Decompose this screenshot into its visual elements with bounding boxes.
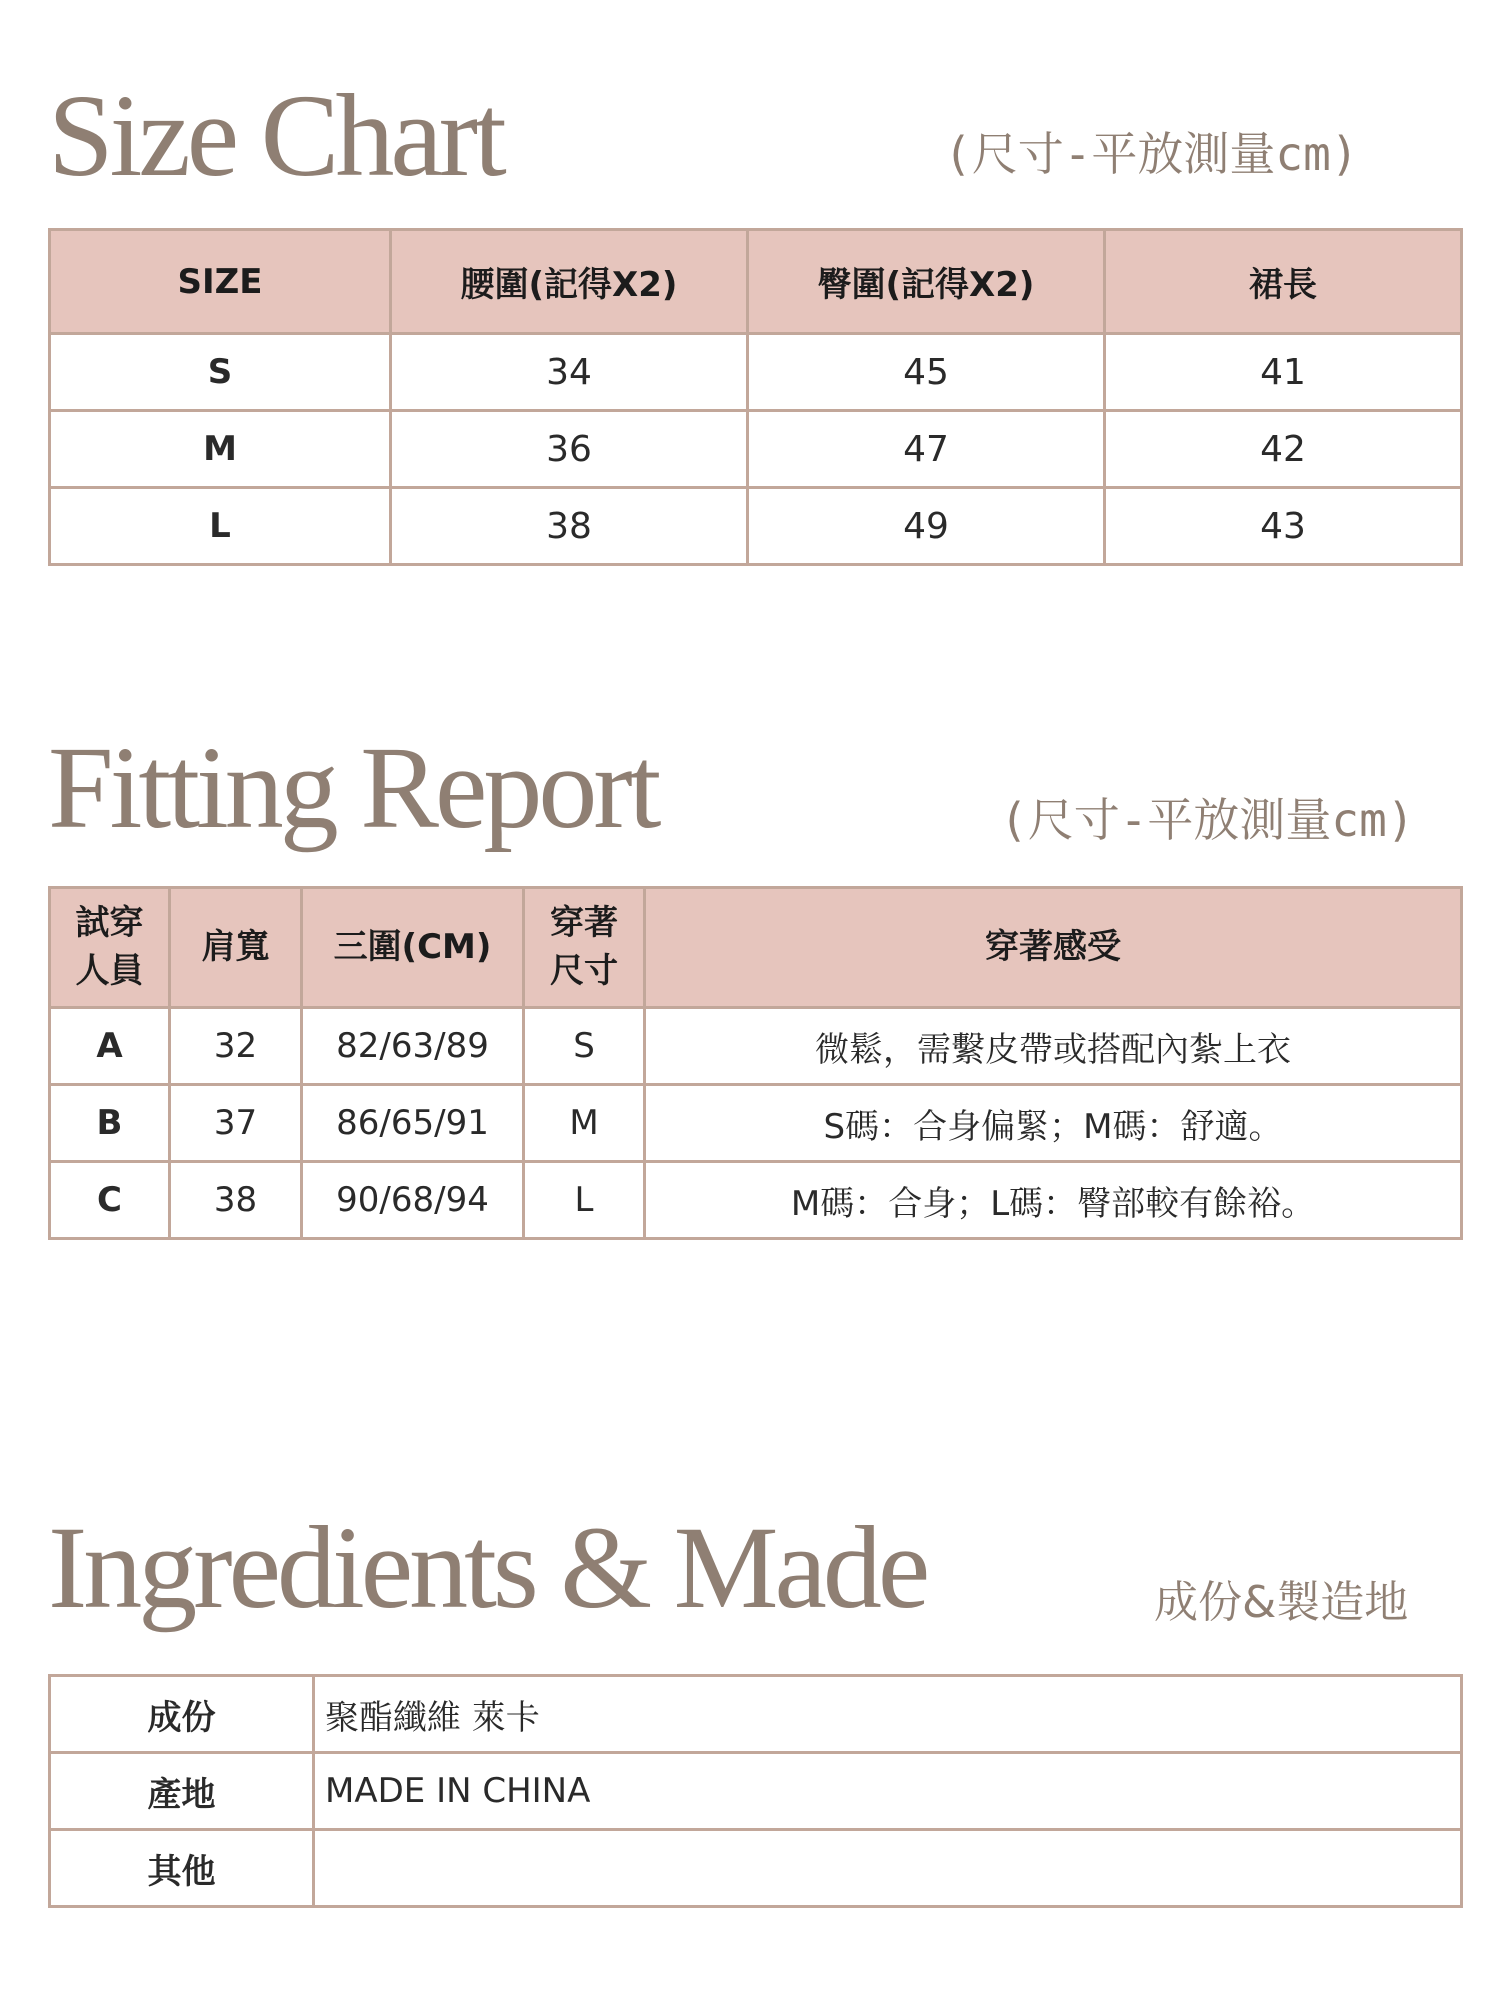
size-chart-table	[48, 228, 1463, 566]
origin-label: 產地	[50, 1753, 314, 1830]
length-value: 41	[1105, 334, 1462, 411]
header-measurements: 三圍(CM)	[302, 888, 524, 1008]
material-label: 成份	[50, 1676, 314, 1753]
waist-value: 36	[391, 411, 748, 488]
fitting-report-subtitle: (尺寸-平放測量cm)	[1000, 793, 1415, 847]
header-waist: 腰圍(記得X2)	[391, 230, 748, 334]
length-value: 42	[1105, 411, 1462, 488]
table-header-row	[50, 888, 1462, 1008]
header-hip: 臀圍(記得X2)	[748, 230, 1105, 334]
table-row	[50, 1008, 1462, 1085]
ingredients-title: Ingredients & Made	[48, 1502, 927, 1633]
table-row	[50, 1830, 1462, 1907]
origin-value: MADE IN CHINA	[314, 1753, 1462, 1830]
shoulder-value: 38	[170, 1162, 302, 1239]
fitting-report-table	[48, 886, 1463, 1240]
waist-value: 38	[391, 488, 748, 565]
table-row	[50, 411, 1462, 488]
shoulder-value: 37	[170, 1085, 302, 1162]
table-row	[50, 1753, 1462, 1830]
header-worn-size	[524, 888, 645, 1008]
fit-feedback-value: 微鬆，需繫皮帶或搭配內紮上衣	[645, 1008, 1462, 1085]
size-label: S	[50, 334, 391, 411]
tester-label: B	[50, 1085, 170, 1162]
material-value: 聚酯纖維 萊卡	[314, 1676, 1462, 1753]
tester-label: A	[50, 1008, 170, 1085]
header-skirt-length: 裙長	[1105, 230, 1462, 334]
length-value: 43	[1105, 488, 1462, 565]
size-label: M	[50, 411, 391, 488]
measurements-value: 86/65/91	[302, 1085, 524, 1162]
fit-feedback-value: S碼：合身偏緊；M碼：舒適。	[645, 1085, 1462, 1162]
worn-size-value: S	[524, 1008, 645, 1085]
ingredients-table	[48, 1674, 1463, 1908]
table-row	[50, 1676, 1462, 1753]
other-label: 其他	[50, 1830, 314, 1907]
waist-value: 34	[391, 334, 748, 411]
header-shoulder: 肩寬	[170, 888, 302, 1008]
size-chart-title: Size Chart	[48, 70, 503, 201]
header-size: SIZE	[50, 230, 391, 334]
fit-feedback-value: M碼：合身；L碼：臀部較有餘裕。	[645, 1162, 1462, 1239]
table-row	[50, 1162, 1462, 1239]
hip-value: 45	[748, 334, 1105, 411]
table-row	[50, 1085, 1462, 1162]
shoulder-value: 32	[170, 1008, 302, 1085]
other-value	[314, 1830, 1462, 1907]
header-worn-size-line2: 尺寸	[550, 950, 618, 991]
size-label: L	[50, 488, 391, 565]
tester-label: C	[50, 1162, 170, 1239]
hip-value: 47	[748, 411, 1105, 488]
header-tester-line2: 人員	[75, 950, 144, 991]
ingredients-subtitle: 成份&製造地	[1154, 1577, 1409, 1628]
worn-size-value: L	[524, 1162, 645, 1239]
measurements-value: 82/63/89	[302, 1008, 524, 1085]
header-tester-line1: 試穿	[75, 902, 144, 943]
worn-size-value: M	[524, 1085, 645, 1162]
table-row	[50, 334, 1462, 411]
hip-value: 49	[748, 488, 1105, 565]
table-row	[50, 488, 1462, 565]
fitting-report-title: Fitting Report	[48, 722, 658, 853]
header-fit-feedback: 穿著感受	[645, 888, 1462, 1008]
header-worn-size-line1: 穿著	[550, 902, 618, 943]
header-tester	[50, 888, 170, 1008]
size-chart-subtitle: (尺寸-平放測量cm)	[944, 127, 1359, 181]
table-header-row	[50, 230, 1462, 334]
measurements-value: 90/68/94	[302, 1162, 524, 1239]
